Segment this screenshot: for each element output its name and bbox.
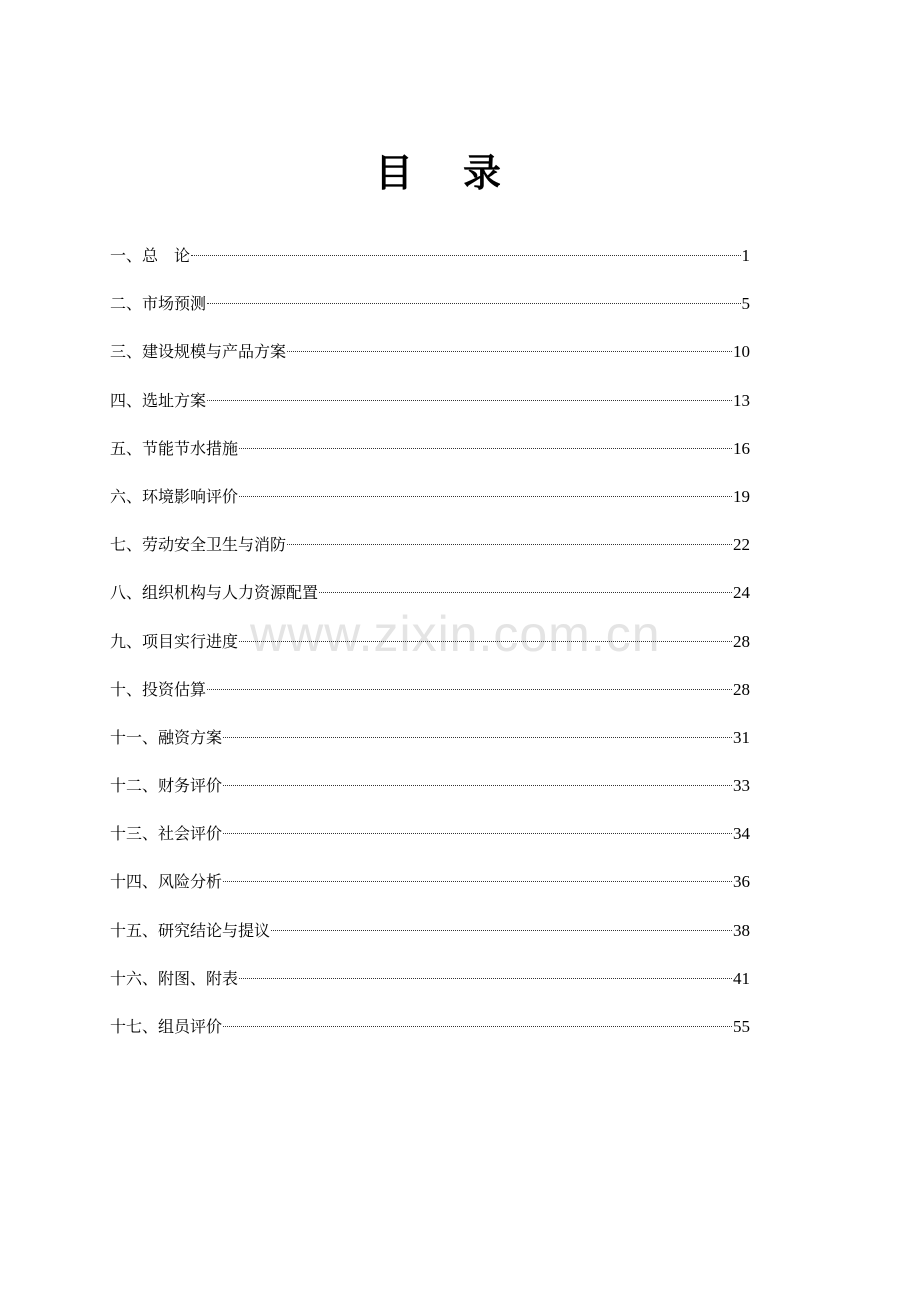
toc-leader-dots (239, 641, 732, 642)
toc-entry-label: 十一、融资方案 (110, 727, 223, 747)
toc-entry[interactable] (110, 963, 750, 1011)
toc-entry-page: 16 (733, 438, 750, 458)
toc-entry-label: 二、市场预测 (110, 294, 207, 314)
toc-entry[interactable] (110, 577, 750, 625)
toc-entry-label: 十、投资估算 (110, 679, 207, 699)
toc-entry-page: 28 (733, 631, 750, 651)
toc-leader-dots (223, 881, 732, 882)
toc-entry-label: 三、建设规模与产品方案 (110, 342, 287, 362)
toc-entry-page: 38 (733, 920, 750, 940)
watermark: www.zixin.com.cn (250, 606, 661, 662)
toc-entry-page: 28 (733, 679, 750, 699)
toc-entry-page: 5 (741, 294, 750, 314)
toc-entry[interactable] (110, 240, 750, 288)
toc-entry-label: 七、劳动安全卫生与消防 (110, 535, 287, 555)
toc-entry[interactable] (110, 915, 750, 963)
toc-entry-label: 四、选址方案 (110, 390, 207, 410)
toc-leader-dots (287, 544, 732, 545)
toc-leader-dots (239, 448, 732, 449)
toc-leader-dots (319, 592, 732, 593)
toc-leader-dots (223, 785, 732, 786)
toc-entry-page: 22 (733, 535, 750, 555)
toc-leader-dots (191, 255, 740, 256)
toc-entry-page: 1 (741, 246, 750, 265)
toc-entry-page: 34 (733, 824, 750, 844)
toc-entry-page: 31 (733, 727, 750, 747)
toc-entry-page: 36 (733, 872, 750, 892)
toc-entry-label: 十六、附图、附表 (110, 968, 239, 988)
toc-entry[interactable] (110, 288, 750, 336)
toc-leader-dots (223, 1026, 732, 1027)
toc-entry[interactable] (110, 626, 750, 674)
toc-entry-label: 六、环境影响评价 (110, 486, 239, 506)
toc-leader-dots (239, 978, 732, 979)
toc-entry-page: 10 (733, 342, 750, 362)
toc-leader-dots (239, 496, 732, 497)
toc-leader-dots (207, 689, 732, 690)
toc-leader-dots (207, 400, 732, 401)
toc-entry-label: 十二、财务评价 (110, 776, 223, 796)
toc-entry-label: 五、节能节水措施 (110, 438, 239, 458)
toc-entry-label: 十七、组员评价 (110, 1017, 223, 1036)
toc-entry-page: 33 (733, 776, 750, 796)
toc-entry[interactable] (110, 481, 750, 529)
toc-leader-dots (207, 303, 740, 304)
toc-entry-page: 19 (733, 486, 750, 506)
toc-entry-label: 八、组织机构与人力资源配置 (110, 583, 319, 603)
toc-entry[interactable] (110, 674, 750, 722)
toc-entry[interactable] (110, 433, 750, 481)
toc-leader-dots (223, 833, 732, 834)
toc-entry-page: 55 (733, 1017, 750, 1036)
toc-entry[interactable] (110, 722, 750, 770)
toc-entry[interactable] (110, 770, 750, 818)
page-title: 目录 (374, 150, 551, 196)
toc-entry-page: 41 (733, 968, 750, 988)
toc-entry[interactable] (110, 1011, 750, 1059)
toc-entry[interactable] (110, 336, 750, 384)
toc-entry-label: 十五、研究结论与提议 (110, 920, 271, 940)
toc-leader-dots (271, 930, 732, 931)
toc-entry[interactable] (110, 385, 750, 433)
toc-entry[interactable] (110, 818, 750, 866)
toc-leader-dots (287, 351, 732, 352)
toc-entry-page: 13 (733, 390, 750, 410)
toc-entry-label: 十三、社会评价 (110, 824, 223, 844)
toc-entry[interactable] (110, 866, 750, 914)
toc-entry-label: 一、总 论 (110, 246, 191, 265)
toc-entry-page: 24 (733, 583, 750, 603)
toc-entry-label: 九、项目实行进度 (110, 631, 239, 651)
toc-entry-label: 十四、风险分析 (110, 872, 223, 892)
toc-entry[interactable] (110, 529, 750, 577)
table-of-contents (110, 240, 750, 1059)
toc-leader-dots (223, 737, 732, 738)
